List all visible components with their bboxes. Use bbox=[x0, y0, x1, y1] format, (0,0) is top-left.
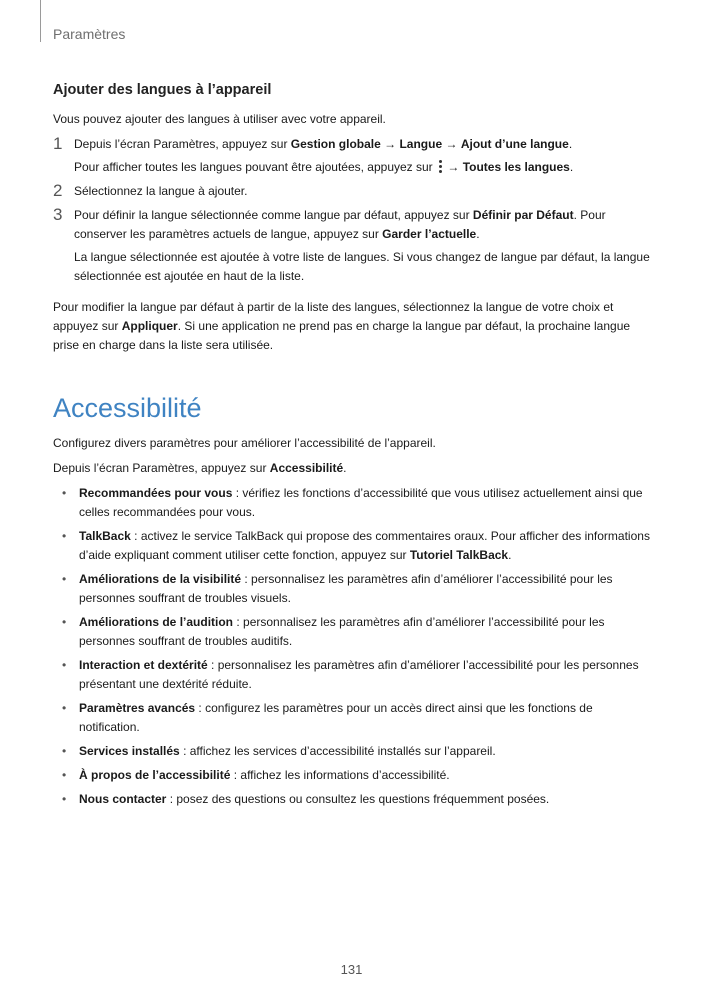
option-description: : affichez les informations d’accessibilité. bbox=[230, 768, 450, 782]
option-title: Améliorations de l’audition bbox=[79, 615, 234, 629]
step-2 bbox=[53, 182, 653, 201]
page-number: 131 bbox=[340, 962, 363, 977]
menu-path-all-languages: Toutes les langues bbox=[462, 160, 570, 174]
list-item bbox=[53, 699, 653, 737]
bullet: • bbox=[62, 529, 67, 543]
path-text: Depuis l’écran Paramètres, appuyez sur bbox=[53, 461, 270, 475]
option-description: : activez le service TalkBack qui propose des commentaires oraux. Pour afficher des informations d’aide expliquant comment utiliser cette fonction, appuyez sur bbox=[79, 529, 650, 562]
step-text: Sélectionnez la langue à ajouter. bbox=[74, 184, 248, 198]
list-item bbox=[53, 527, 653, 565]
accessibility-options-list bbox=[53, 484, 653, 809]
option-title: Interaction et dextérité bbox=[79, 658, 208, 672]
option-description: : personnalisez les paramètres afin d’améliorer l’accessibilité pour les personnes présentant une dextérité réduite. bbox=[79, 658, 639, 691]
languages-heading: Ajouter des langues à l’appareil bbox=[53, 82, 272, 98]
bullet: • bbox=[62, 744, 67, 758]
languages-steps bbox=[53, 135, 653, 286]
menu-path-add-language: Ajout d’une langue bbox=[460, 137, 569, 151]
option-description: : personnalisez les paramètres afin d’améliorer l’accessibilité pour les personnes souffrant de troubles visuels. bbox=[79, 572, 613, 605]
option-title: Paramètres avancés bbox=[79, 701, 196, 715]
bullet: • bbox=[62, 701, 67, 715]
step-text: . Pour conserver les paramètres actuels de langue, appuyez sur bbox=[74, 208, 606, 241]
bullet: • bbox=[62, 792, 67, 806]
option-description: : posez des questions ou consultez les questions fréquemment posées. bbox=[166, 792, 550, 806]
option-title: Recommandées pour vous bbox=[79, 486, 233, 500]
option-title: TalkBack bbox=[79, 529, 131, 543]
paragraph-text: . Si une application ne prend pas en charge la langue par défaut, la prochaine langue prise en charge dans la liste sera utilisée. bbox=[53, 319, 631, 352]
bullet: • bbox=[62, 572, 67, 586]
punctuation: . bbox=[569, 160, 574, 174]
header-title: Paramètres bbox=[53, 26, 126, 42]
punctuation: . bbox=[568, 137, 573, 151]
step-3-note: La langue sélectionnée est ajoutée à votre liste de langues. Si vous changez de langue par défaut, la langue sélectionnée est ajoutée en haut de la liste. bbox=[74, 250, 650, 283]
step-text: Pour définir la langue sélectionnée comme langue par défaut, appuyez sur bbox=[74, 208, 473, 222]
note-text: Pour afficher toutes les langues pouvant être ajoutées, appuyez sur bbox=[74, 160, 437, 174]
bullet: • bbox=[62, 486, 67, 500]
menu-path-set-default: Définir par Défaut bbox=[472, 208, 574, 222]
arrow-separator: → bbox=[444, 160, 463, 174]
header-rule bbox=[40, 0, 41, 42]
languages-intro: Vous pouvez ajouter des langues à utiliser avec votre appareil. bbox=[53, 112, 386, 126]
arrow-separator: → bbox=[380, 137, 400, 151]
more-options-icon bbox=[436, 159, 444, 174]
paragraph-text: Pour modifier la langue par défaut à partir de la liste des langues, sélectionnez la langue de votre choix et appuyez sur bbox=[53, 300, 614, 333]
list-item bbox=[53, 613, 653, 651]
languages-paragraph bbox=[53, 298, 653, 355]
punctuation: . bbox=[343, 461, 347, 475]
option-title: Améliorations de la visibilité bbox=[79, 572, 242, 586]
option-description: : personnalisez les paramètres afin d’améliorer l’accessibilité pour les personnes souffrant de troubles auditifs. bbox=[79, 615, 605, 648]
menu-path-language: Langue bbox=[399, 137, 443, 151]
step-1-note bbox=[74, 158, 653, 177]
page-content bbox=[53, 82, 653, 814]
list-item bbox=[53, 570, 653, 608]
step-text: Depuis l’écran Paramètres, appuyez sur bbox=[74, 137, 291, 151]
list-item bbox=[53, 742, 653, 761]
step-number: 2 bbox=[53, 181, 63, 200]
option-title: Services installés bbox=[79, 744, 180, 758]
bullet: • bbox=[62, 615, 67, 629]
menu-path-talkback-tutorial: Tutoriel TalkBack bbox=[409, 548, 509, 562]
accessibility-intro: Configurez divers paramètres pour améliorer l’accessibilité de l’appareil. bbox=[53, 436, 436, 450]
arrow-separator: → bbox=[442, 137, 461, 151]
step-number: 1 bbox=[53, 134, 63, 153]
option-title: À propos de l’accessibilité bbox=[79, 768, 231, 782]
punctuation: . bbox=[476, 227, 480, 241]
list-item bbox=[53, 766, 653, 785]
option-title: Nous contacter bbox=[79, 792, 167, 806]
menu-path-general-management: Gestion globale bbox=[290, 137, 381, 151]
menu-path-accessibility: Accessibilité bbox=[269, 461, 344, 475]
option-description: : vérifiez les fonctions d’accessibilité que vous utilisez actuellement ainsi que celles recommandées pour vous. bbox=[79, 486, 643, 519]
step-3 bbox=[53, 206, 653, 286]
step-number: 3 bbox=[53, 205, 63, 224]
bullet: • bbox=[62, 768, 67, 782]
option-description: : configurez les paramètres pour un accès direct ainsi que les fonctions de notification. bbox=[79, 701, 593, 734]
accessibility-path bbox=[53, 459, 653, 478]
accessibility-heading: Accessibilité bbox=[53, 393, 202, 423]
option-description: : affichez les services d’accessibilité installés sur l’appareil. bbox=[179, 744, 496, 758]
menu-path-apply: Appliquer bbox=[121, 319, 178, 333]
step-1 bbox=[53, 135, 653, 177]
list-item bbox=[53, 656, 653, 694]
list-item bbox=[53, 484, 653, 522]
bullet: • bbox=[62, 658, 67, 672]
menu-path-keep-current: Garder l’actuelle bbox=[382, 227, 477, 241]
list-item bbox=[53, 790, 653, 809]
punctuation: . bbox=[508, 548, 512, 562]
